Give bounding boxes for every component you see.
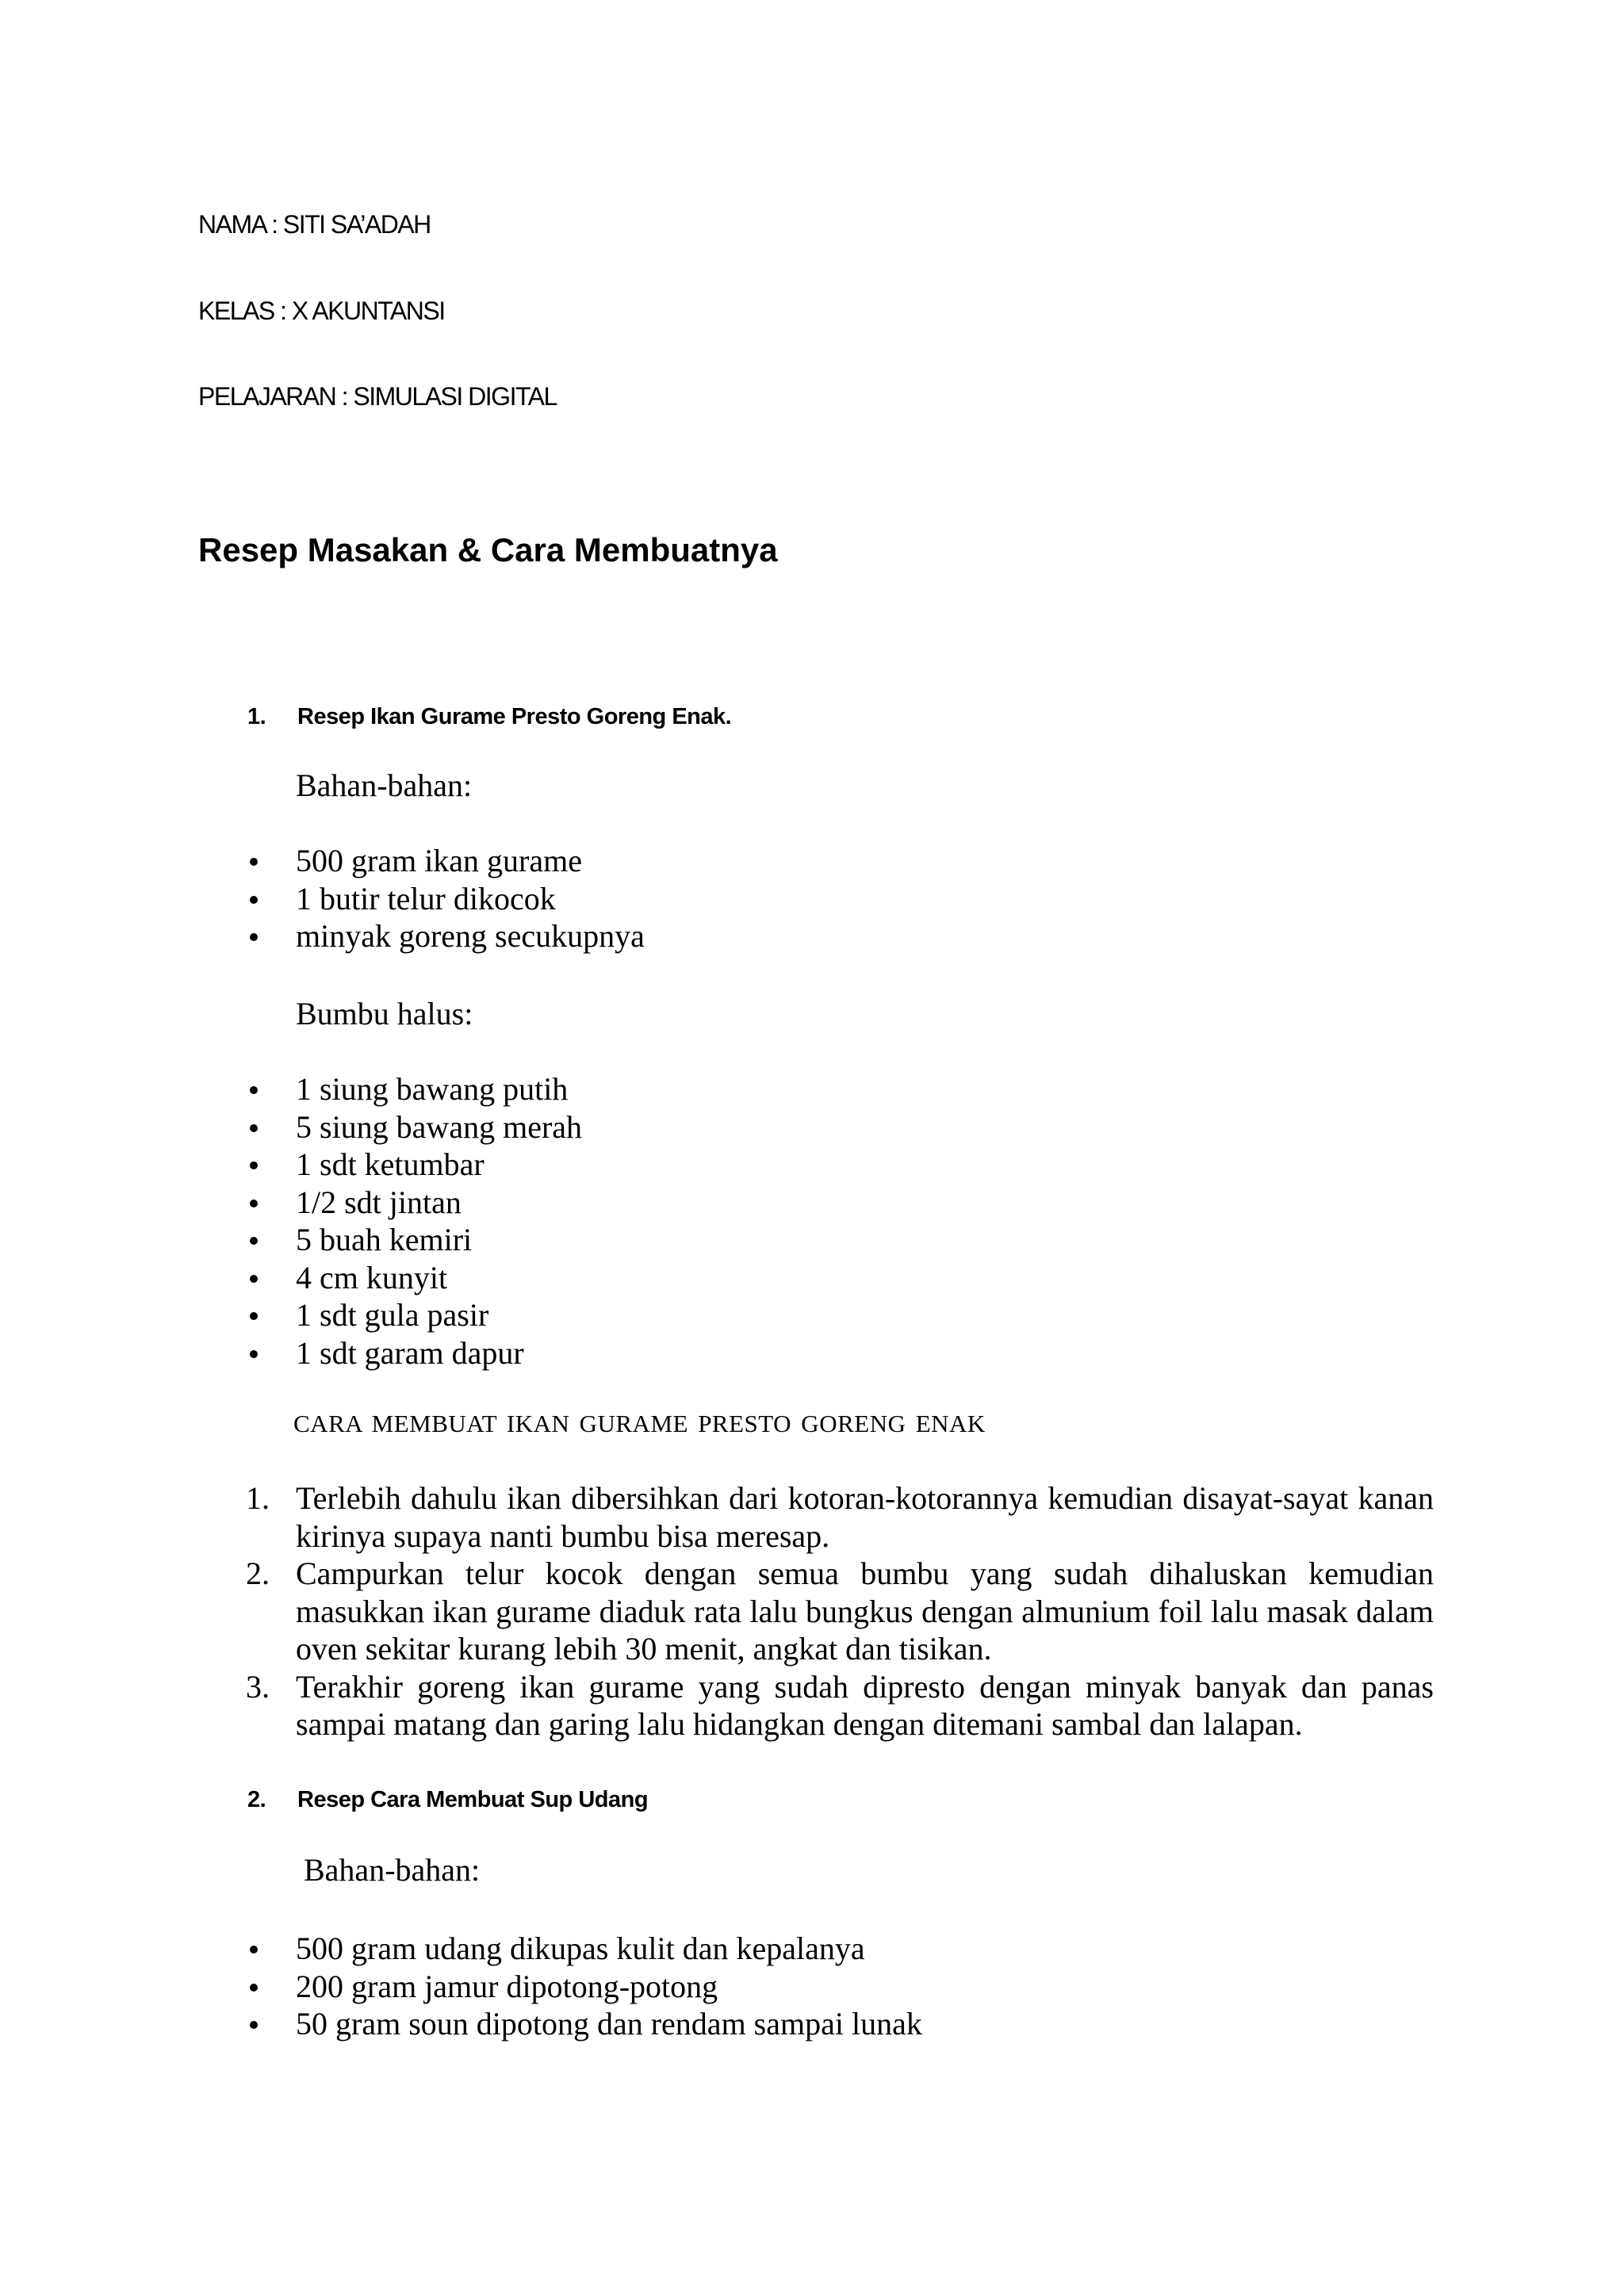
bullet-icon [250, 1086, 258, 1094]
list-item: 200 gram jamur dipotong-potong [0, 1968, 922, 2006]
recipe-2-bahan-label: Bahan-bahan: [304, 1852, 481, 1888]
list-item: 1 sdt ketumbar [0, 1146, 582, 1184]
recipe-2-heading [247, 1787, 648, 1813]
bullet-icon [250, 2021, 258, 2029]
student-class: KELAS : X AKUNTANSI [198, 297, 445, 325]
page-title: Resep Masakan & Cara Membuatnya [198, 531, 778, 568]
recipe-2-bahan-list [0, 1930, 922, 2043]
bullet-icon [250, 1275, 258, 1283]
recipe-1-heading [247, 704, 731, 730]
bullet-icon [250, 1350, 258, 1358]
list-item: 1 sdt garam dapur [0, 1334, 582, 1372]
bullet-icon [250, 1161, 258, 1169]
bullet-icon [250, 1124, 258, 1132]
list-item: 1 sdt gula pasir [0, 1296, 582, 1334]
bullet-icon [250, 1984, 258, 1992]
bullet-icon [250, 1237, 258, 1245]
list-item: minyak goreng secukupnya [0, 917, 645, 955]
student-name: NAMA : SITI SA’ADAH [198, 210, 431, 239]
bullet-icon [250, 933, 258, 941]
bullet-icon [250, 896, 258, 904]
recipe-2-number: 2. [247, 1787, 266, 1812]
bullet-icon [250, 1946, 258, 1954]
bullet-icon [250, 1200, 258, 1207]
step-item: 1. Terlebih dahulu ikan dibersihkan dari kotoran-kotorannya kemudian disayat-sayat kanan kirinya supaya nanti bumbu bisa meresap. [246, 1480, 1434, 1554]
list-item: 50 gram soun dipotong dan rendam sampai lunak [0, 2005, 922, 2043]
list-item: 4 cm kunyit [0, 1259, 582, 1297]
step-item: 2. Campurkan telur kocok dengan semua bumbu yang sudah dihaluskan kemudian masukkan ikan gurame diaduk rata lalu bungkus dengan almunium foil lalu masak dalam oven sekitar kurang lebih 30 menit, angkat dan tisikan. [246, 1556, 1434, 1667]
recipe-1-bumbu-list [0, 1070, 582, 1372]
list-item: 1 siung bawang putih [0, 1070, 582, 1108]
bullet-icon [250, 858, 258, 866]
list-item: 500 gram ikan gurame [0, 842, 645, 880]
recipe-2-title: Resep Cara Membuat Sup Udang [297, 1787, 649, 1812]
subject: PELAJARAN : SIMULASI DIGITAL [198, 382, 557, 411]
recipe-1-number: 1. [247, 704, 266, 729]
list-item: 1/2 sdt jintan [0, 1184, 582, 1222]
step-item: 3. Terakhir goreng ikan gurame yang sudah dipresto dengan minyak banyak dan panas sampai matang dan garing lalu hidangkan dengan ditemani sambal dan lalapan. [246, 1668, 1434, 1742]
recipe-1-bahan-label: Bahan-bahan: [296, 767, 473, 803]
list-item: 500 gram udang dikupas kulit dan kepalanya [0, 1930, 922, 1968]
list-item: 1 butir telur dikocok [0, 880, 645, 918]
recipe-1-bumbu-label: Bumbu halus: [296, 996, 473, 1031]
recipe-1-steps [0, 1479, 1624, 1743]
list-item: 5 buah kemiri [0, 1221, 582, 1259]
recipe-1-bahan-list [0, 842, 645, 955]
cara-membuat-heading: CARA MEMBUAT IKAN GURAME PRESTO GORENG ENAK [293, 1410, 986, 1437]
bullet-icon [250, 1312, 258, 1320]
list-item: 5 siung bawang merah [0, 1108, 582, 1146]
recipe-1-title: Resep Ikan Gurame Presto Goreng Enak. [297, 704, 732, 729]
